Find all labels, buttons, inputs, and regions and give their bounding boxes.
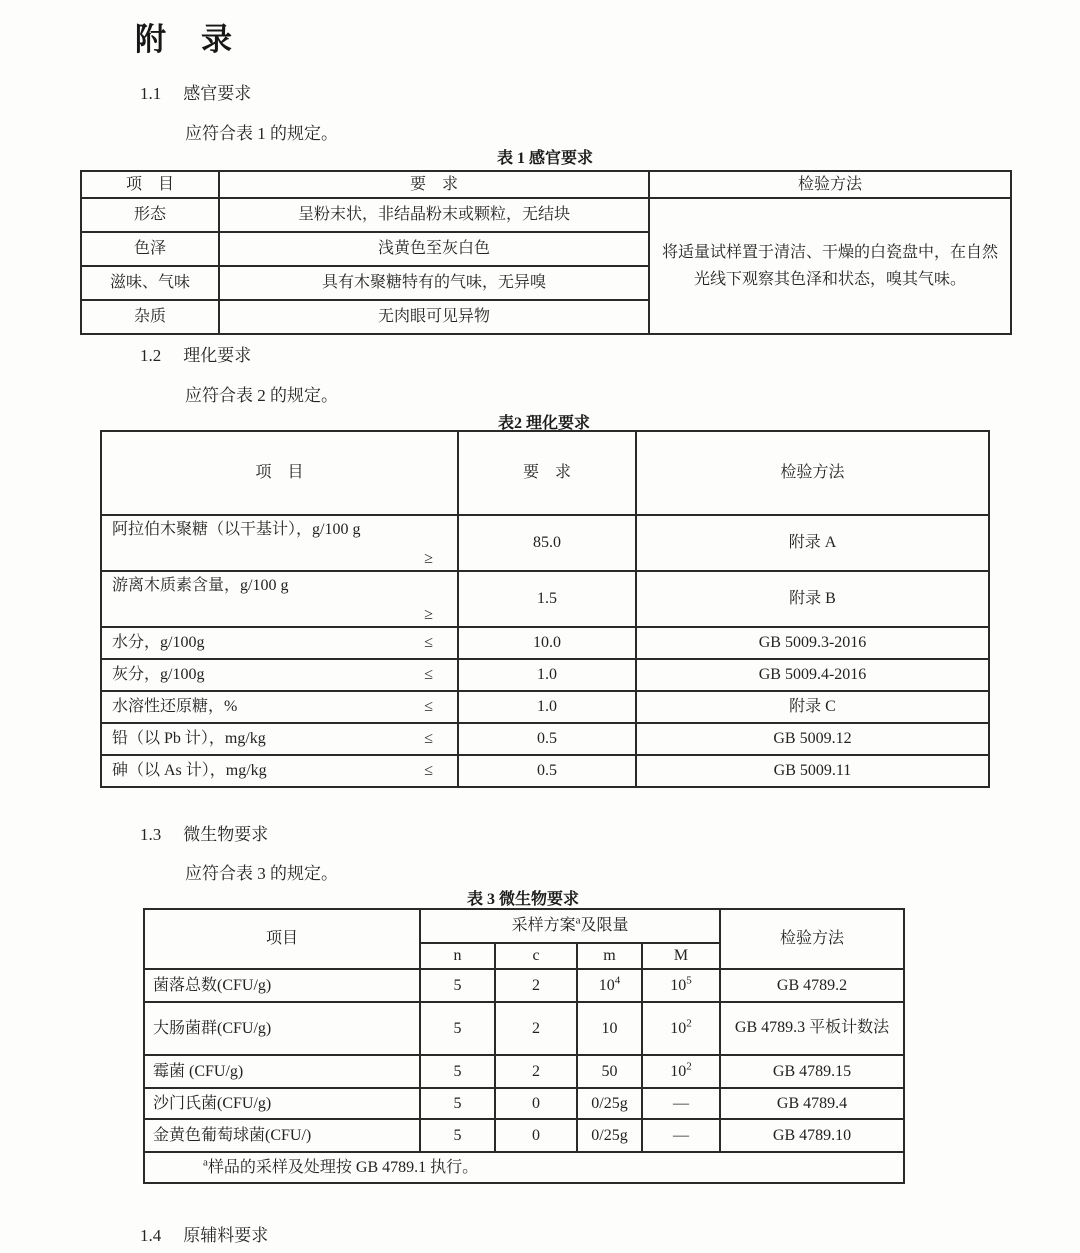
footnote-cell — [144, 1152, 904, 1183]
col-header-method: 检验方法 — [636, 431, 989, 515]
table1-caption: 表 1 感官要求 — [496, 150, 593, 167]
method-cell: GB 5009.12 — [636, 723, 989, 755]
relation-symbol: ≤ — [424, 666, 433, 684]
item-cell — [101, 755, 458, 787]
section-title: 理化要求 — [183, 346, 252, 365]
relation-symbol: ≥ — [424, 606, 433, 623]
col-header-sampling — [420, 909, 720, 943]
method-cell: 附录 C — [636, 691, 989, 723]
col-header-M: M — [642, 943, 720, 969]
item-cell — [101, 571, 458, 627]
table-row — [101, 571, 989, 627]
value-cell: 1.0 — [458, 659, 636, 691]
page-title: 附 录 — [135, 22, 234, 57]
section-heading-1-2 — [140, 341, 251, 366]
m-value: 10 — [601, 1019, 618, 1037]
item-label: 游离木质素含量，g/100 g — [112, 577, 289, 594]
M-value: — — [673, 1126, 690, 1144]
item-label: 水溶性还原糖，% — [112, 698, 238, 716]
col-header-m: m — [577, 943, 642, 969]
table-row — [101, 723, 989, 755]
item-cell — [101, 515, 458, 571]
item-label: 水分，g/100g — [112, 634, 205, 652]
requirement-cell: 呈粉末状，非结晶粉末或颗粒，无结块 — [219, 198, 649, 232]
m-cell — [577, 1119, 642, 1152]
relation-symbol: ≤ — [424, 634, 433, 652]
col-header-n: n — [420, 943, 495, 969]
c-cell: 2 — [495, 969, 577, 1002]
item-cell: 菌落总数(CFU/g) — [144, 969, 420, 1002]
relation-symbol: ≤ — [424, 762, 433, 780]
table-header-row — [101, 431, 989, 515]
M-exponent: 2 — [686, 1017, 692, 1030]
M-exponent: 5 — [686, 974, 692, 987]
M-value: 10 — [670, 1062, 687, 1080]
m-value: 0/25g — [591, 1094, 628, 1112]
item-cell — [101, 691, 458, 723]
section-title: 感官要求 — [183, 84, 252, 103]
table-header-row — [81, 171, 1011, 198]
method-cell: 将适量试样置于清洁、干燥的白瓷盘中，在自然光线下观察其色泽和状态，嗅其气味。 — [649, 198, 1011, 334]
method-cell: 附录 A — [636, 515, 989, 571]
method-cell: GB 5009.11 — [636, 755, 989, 787]
m-value: 10 — [598, 976, 615, 994]
table2-caption: 表2 理化要求 — [497, 415, 590, 432]
method-cell: GB 4789.3 平板计数法 — [720, 1002, 904, 1055]
table-row — [144, 1088, 904, 1119]
col-header-method: 检验方法 — [649, 171, 1011, 198]
table-row — [101, 755, 989, 787]
m-cell — [577, 1002, 642, 1055]
n-cell: 5 — [420, 1002, 495, 1055]
col-header-item: 项 目 — [101, 431, 458, 515]
section-number: 1.1 — [140, 84, 162, 103]
table-row — [144, 1002, 904, 1055]
table3-caption: 表 3 微生物要求 — [466, 891, 579, 908]
col-header-requirement: 要 求 — [219, 171, 649, 198]
M-cell — [642, 969, 720, 1002]
method-cell: GB 5009.3-2016 — [636, 627, 989, 659]
m-value: 0/25g — [591, 1126, 628, 1144]
sensory-requirements-table — [80, 170, 1012, 335]
sampling-footnote-marker: a — [575, 914, 581, 927]
item-cell: 杂质 — [81, 300, 219, 334]
c-cell: 0 — [495, 1088, 577, 1119]
intro-text-1-1: 应符合表 1 的规定。 — [185, 124, 338, 143]
value-cell: 1.5 — [458, 571, 636, 627]
c-cell: 2 — [495, 1002, 577, 1055]
item-label: 砷（以 As 计），mg/kg — [112, 762, 267, 780]
microbiological-requirements-table — [143, 908, 905, 1184]
n-cell: 5 — [420, 1055, 495, 1088]
value-cell: 10.0 — [458, 627, 636, 659]
table-row — [144, 1119, 904, 1152]
value-cell: 0.5 — [458, 755, 636, 787]
item-cell: 金黄色葡萄球菌(CFU/) — [144, 1119, 420, 1152]
section-number: 1.4 — [140, 1226, 162, 1245]
m-cell — [577, 1055, 642, 1088]
col-header-requirement: 要 求 — [458, 431, 636, 515]
col-header-c: c — [495, 943, 577, 969]
value-cell: 0.5 — [458, 723, 636, 755]
item-cell: 大肠菌群(CFU/g) — [144, 1002, 420, 1055]
col-header-item: 项 目 — [81, 171, 219, 198]
footnote-marker: a — [203, 1156, 208, 1169]
requirement-cell: 具有木聚糖特有的气味，无异嗅 — [219, 266, 649, 300]
requirement-cell: 无肉眼可见异物 — [219, 300, 649, 334]
M-cell — [642, 1002, 720, 1055]
table-row — [144, 969, 904, 1002]
m-cell — [577, 1088, 642, 1119]
value-cell: 85.0 — [458, 515, 636, 571]
m-value: 50 — [601, 1062, 618, 1080]
c-cell: 2 — [495, 1055, 577, 1088]
method-cell: GB 4789.15 — [720, 1055, 904, 1088]
section-number: 1.3 — [140, 825, 162, 844]
method-cell: GB 5009.4-2016 — [636, 659, 989, 691]
M-cell — [642, 1055, 720, 1088]
item-cell — [101, 723, 458, 755]
item-cell: 形态 — [81, 198, 219, 232]
section-heading-1-1 — [140, 79, 251, 104]
physicochemical-requirements-table — [100, 430, 990, 788]
table-footnote-row — [144, 1152, 904, 1183]
M-cell — [642, 1119, 720, 1152]
table-row — [144, 1055, 904, 1088]
M-cell — [642, 1088, 720, 1119]
m-cell — [577, 969, 642, 1002]
section-heading-1-4 — [140, 1221, 268, 1246]
intro-text-1-3: 应符合表 3 的规定。 — [185, 864, 338, 883]
item-cell: 霉菌 (CFU/g) — [144, 1055, 420, 1088]
table-row — [101, 691, 989, 723]
table-header-row — [144, 909, 904, 943]
item-label: 灰分，g/100g — [112, 666, 205, 684]
footnote-text: 样品的采样及处理按 GB 4789.1 执行。 — [207, 1158, 479, 1176]
item-cell: 沙门氏菌(CFU/g) — [144, 1088, 420, 1119]
value-cell: 1.0 — [458, 691, 636, 723]
c-cell: 0 — [495, 1119, 577, 1152]
sampling-label-suffix: 及限量 — [580, 917, 629, 935]
table-row — [81, 198, 1011, 232]
section-title: 微生物要求 — [183, 825, 269, 844]
relation-symbol: ≥ — [424, 550, 433, 567]
col-header-method: 检验方法 — [720, 909, 904, 969]
relation-symbol: ≤ — [424, 730, 433, 748]
relation-symbol: ≤ — [424, 698, 433, 716]
n-cell: 5 — [420, 1119, 495, 1152]
M-value: 10 — [670, 976, 687, 994]
item-cell: 滋味、气味 — [81, 266, 219, 300]
n-cell: 5 — [420, 1088, 495, 1119]
item-cell: 色泽 — [81, 232, 219, 266]
item-label: 阿拉伯木聚糖（以干基计），g/100 g — [112, 521, 361, 538]
M-value: — — [673, 1094, 690, 1112]
requirement-cell: 浅黄色至灰白色 — [219, 232, 649, 266]
M-value: 10 — [670, 1019, 687, 1037]
item-label: 铅（以 Pb 计），mg/kg — [112, 730, 266, 748]
sampling-label-prefix: 采样方案 — [511, 917, 576, 935]
method-cell: GB 4789.4 — [720, 1088, 904, 1119]
col-header-item: 项目 — [144, 909, 420, 969]
table-row — [101, 659, 989, 691]
method-cell: GB 4789.10 — [720, 1119, 904, 1152]
intro-text-1-2: 应符合表 2 的规定。 — [185, 386, 338, 405]
method-cell: GB 4789.2 — [720, 969, 904, 1002]
n-cell: 5 — [420, 969, 495, 1002]
section-title: 原辅料要求 — [183, 1226, 269, 1245]
section-heading-1-3 — [140, 820, 268, 845]
M-exponent: 2 — [686, 1060, 692, 1073]
section-number: 1.2 — [140, 346, 162, 365]
table-row — [101, 627, 989, 659]
table-row — [101, 515, 989, 571]
item-cell — [101, 627, 458, 659]
item-cell — [101, 659, 458, 691]
method-cell: 附录 B — [636, 571, 989, 627]
m-exponent: 4 — [614, 974, 621, 987]
